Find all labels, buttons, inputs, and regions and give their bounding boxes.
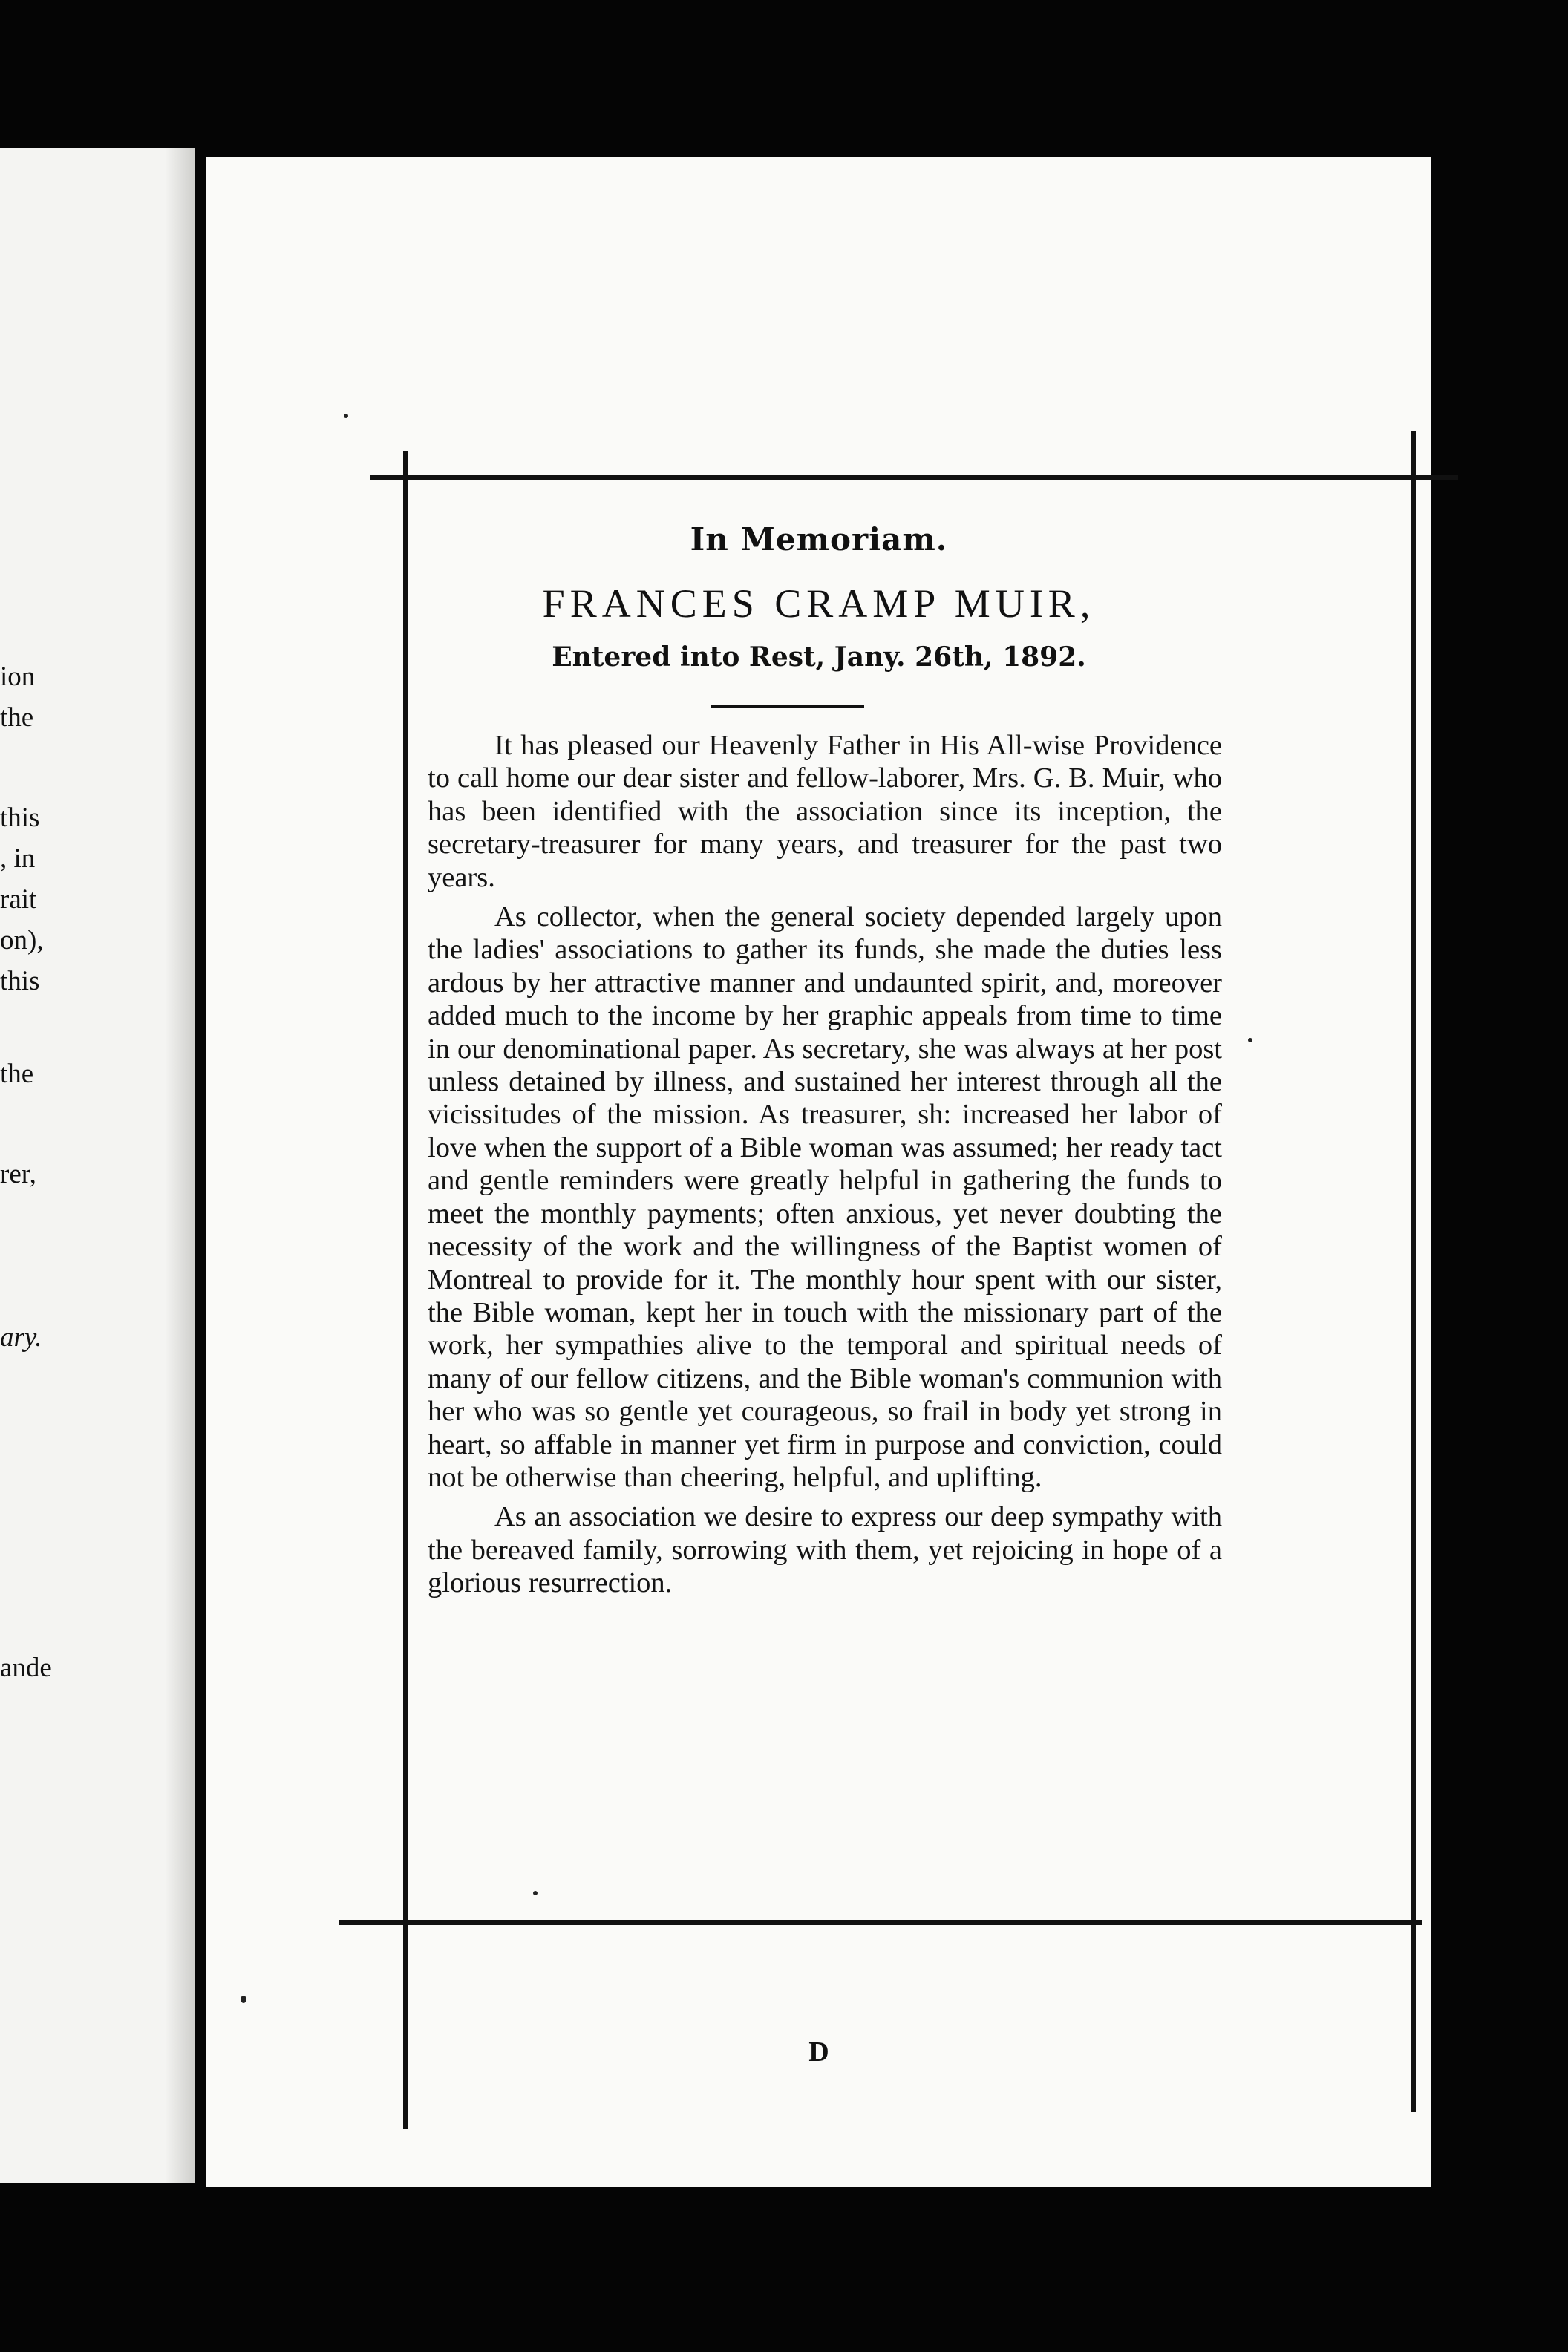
- left-page-fragment: this: [0, 803, 40, 833]
- left-page-fragment: ary.: [0, 1322, 42, 1353]
- left-page-fragment: this: [0, 966, 40, 996]
- memorial-body: [428, 729, 1222, 1607]
- date-line: Entered into Rest, Jany. 26th, 1892.: [552, 641, 1086, 673]
- speck: [241, 1996, 246, 2003]
- left-page-fragment: ande: [0, 1653, 52, 1683]
- deceased-name: FRANCES CRAMP MUIR,: [542, 581, 1096, 626]
- memorial-paragraph-2: As collector, when the general society depended largely upon the ladies' associations to gather its funds, she made the duties less ardous by her attractive manner and undaunted spirit, and, moreover added much to the income by her graphic appeals from time to time in our denominational paper. As secretary, she was always at her post unless detained by illness, and sustained her interest through all the vicissitudes of the mission. As treasurer, sh: increased her labor of love when the support of a Bible woman was assumed; her ready tact and gentle reminders were greatly helpful in gathering the funds to meet the monthly payments; often anxious, yet never doubting the necessity of the work and the willingness of the Baptist women of Montreal to provide for it. The monthly hour spent with our sister, the Bible woman, kept her in touch with the missionary part of the work, her sympathies alive to the temporal and spiritual needs of many of our fellow citizens, and the Bible woman's communion with her who was so gentle yet courageous, so frail in body yet strong in heart, so affable in manner yet firm in purpose and conviction, could not be otherwise than cheering, helpful, and uplifting.: [428, 901, 1222, 1493]
- frame-right-rule: [1411, 431, 1416, 2112]
- left-page-fragment: rer,: [0, 1159, 36, 1189]
- page-gutter-shadow: [165, 148, 195, 2183]
- left-page-fragment: the: [0, 1059, 34, 1089]
- left-facing-page: [0, 148, 195, 2183]
- frame-left-rule: [403, 451, 408, 2129]
- speck: [1248, 1038, 1252, 1042]
- title-divider: [711, 705, 864, 708]
- left-page-fragment: rait: [0, 884, 37, 915]
- frame-top-rule: [370, 475, 1458, 480]
- memoriam-heading: In Memoriam.: [690, 521, 948, 558]
- memorial-page: [206, 157, 1431, 2187]
- signature-mark: D: [808, 2036, 829, 2068]
- memorial-paragraph-1: It has pleased our Heavenly Father in His All-wise Providence to call home our dear sister and fellow-laborer, Mrs. G. B. Muir, who has been identified with the association since its inception, the secretary-treasurer for many years, and treasurer for the past two years.: [428, 730, 1222, 893]
- frame-bottom-rule: [339, 1920, 1422, 1925]
- left-page-fragment: ion: [0, 662, 36, 692]
- memorial-paragraph-3: As an association we desire to express our deep sympathy with the bereaved family, sorrowing with them, yet rejoicing in hope of a glorious resurrection.: [428, 1501, 1222, 1599]
- left-page-fragment: , in: [0, 843, 36, 874]
- speck: [344, 414, 348, 418]
- left-page-fragment: the: [0, 702, 34, 733]
- left-page-fragment: on),: [0, 925, 44, 956]
- speck: [533, 1891, 538, 1895]
